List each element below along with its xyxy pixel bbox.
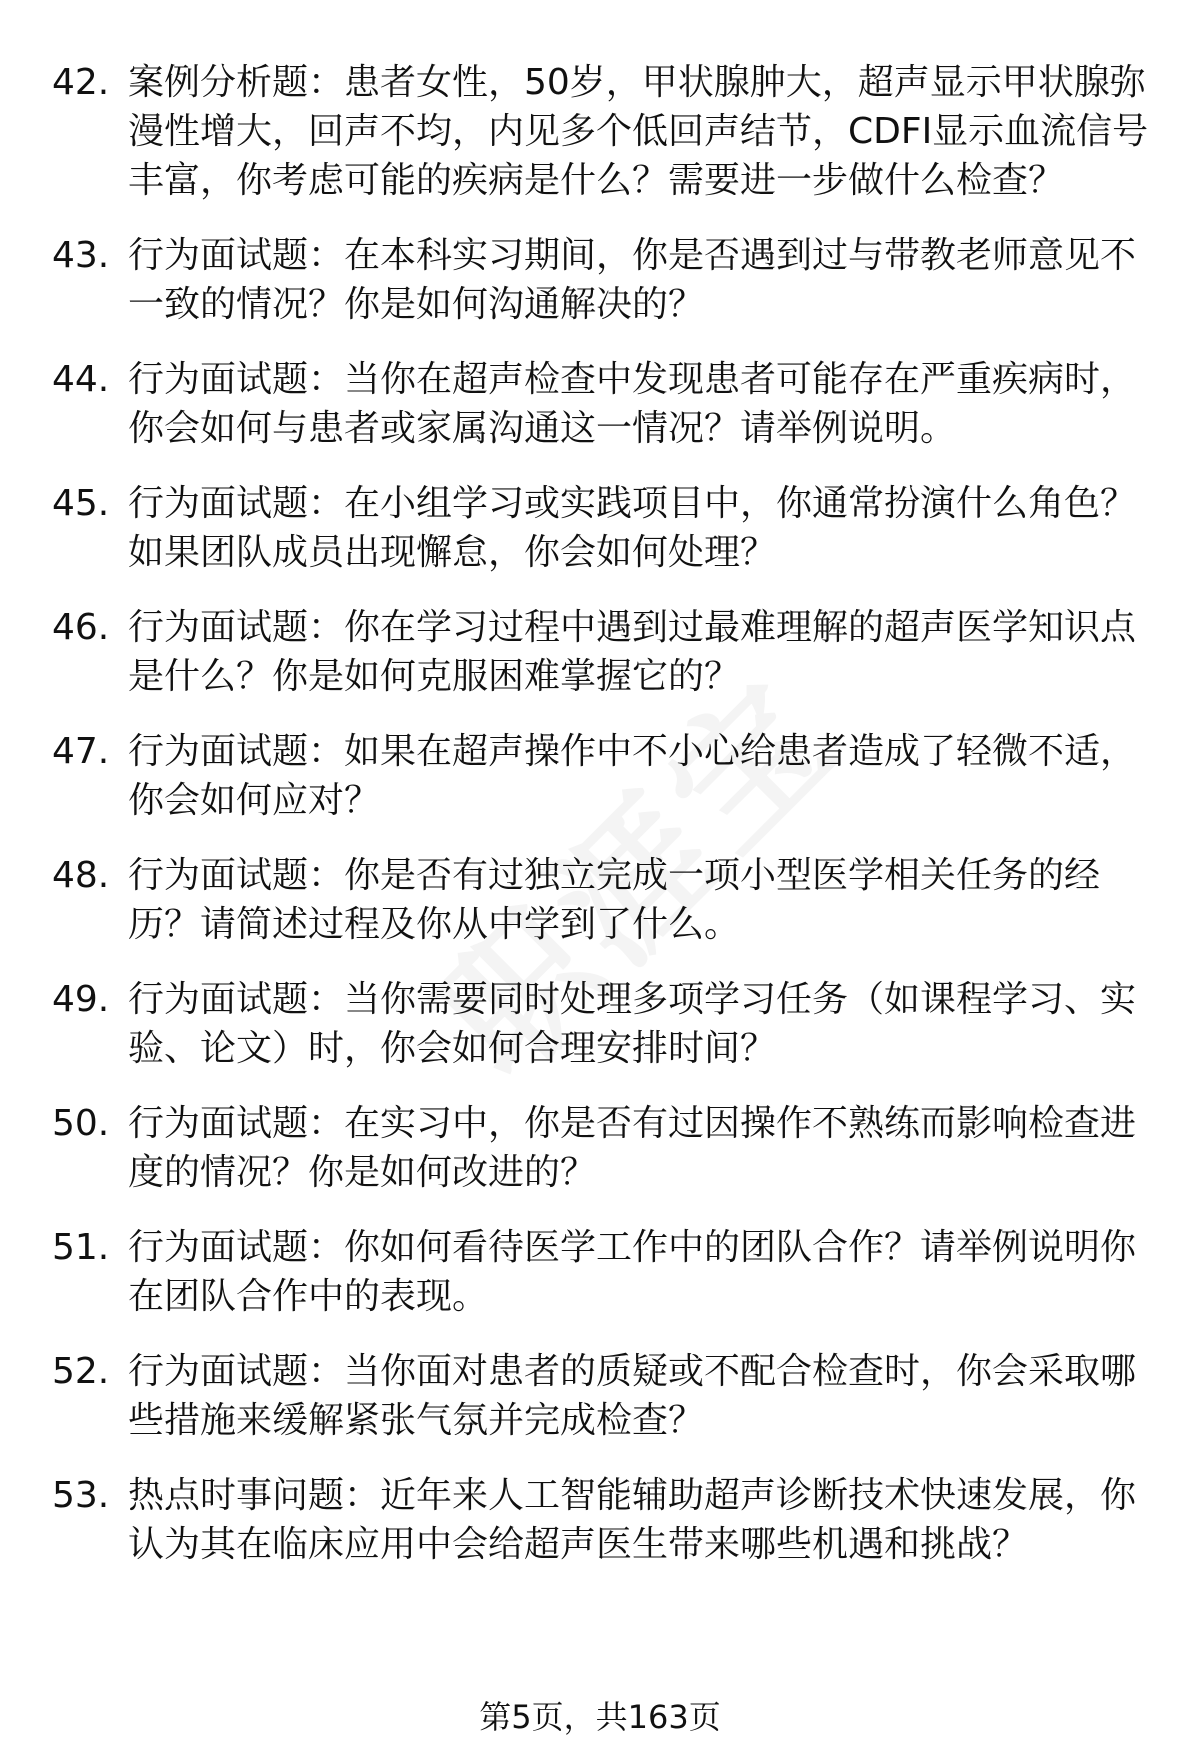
question-text: 热点时事问题：近年来人工智能辅助超声诊断技术快速发展，你认为其在临床应用中会给超声医生带来哪些机遇和挑战？ xyxy=(128,1475,1137,1565)
question-text: 行为面试题：当你需要同时处理多项学习任务（如课程学习、实验、论文）时，你会如何合理安排时间？ xyxy=(128,979,1137,1069)
question-number: 45. xyxy=(52,483,110,524)
question-text: 行为面试题：在实习中，你是否有过因操作不熟练而影响检查进度的情况？你是如何改进的？ xyxy=(128,1103,1137,1193)
question-item-47 xyxy=(0,727,1200,825)
question-number: 47. xyxy=(52,731,110,772)
question-number: 46. xyxy=(52,607,110,648)
question-number: 42. xyxy=(52,62,110,103)
question-list xyxy=(0,58,1200,1595)
question-item-50 xyxy=(0,1099,1200,1197)
question-number: 49. xyxy=(52,979,110,1020)
question-item-48 xyxy=(0,851,1200,949)
question-item-46 xyxy=(0,603,1200,701)
question-number: 44. xyxy=(52,359,110,400)
question-item-45 xyxy=(0,479,1200,577)
question-text: 行为面试题：在本科实习期间，你是否遇到过与带教老师意见不一致的情况？你是如何沟通解决的？ xyxy=(128,235,1137,325)
question-text: 行为面试题：你在学习过程中遇到过最难理解的超声医学知识点是什么？你是如何克服困难掌握它的？ xyxy=(128,607,1137,697)
question-number: 48. xyxy=(52,855,110,896)
question-text: 行为面试题：在小组学习或实践项目中，你通常扮演什么角色？如果团队成员出现懈怠，你会如何处理？ xyxy=(128,483,1137,573)
question-item-42 xyxy=(0,58,1200,205)
question-number: 52. xyxy=(52,1351,110,1392)
question-text: 行为面试题：当你面对患者的质疑或不配合检查时，你会采取哪些措施来缓解紧张气氛并完成检查？ xyxy=(128,1351,1137,1441)
question-item-53 xyxy=(0,1471,1200,1569)
question-item-44 xyxy=(0,355,1200,453)
page-number-footer: 第5页，共163页 xyxy=(479,1698,721,1736)
question-item-49 xyxy=(0,975,1200,1073)
question-item-43 xyxy=(0,231,1200,329)
question-item-51 xyxy=(0,1223,1200,1321)
question-text: 行为面试题：你如何看待医学工作中的团队合作？请举例说明你在团队合作中的表现。 xyxy=(128,1227,1137,1317)
question-item-52 xyxy=(0,1347,1200,1445)
question-text: 行为面试题：如果在超声操作中不小心给患者造成了轻微不适，你会如何应对？ xyxy=(128,731,1137,821)
question-number: 50. xyxy=(52,1103,110,1144)
question-text: 行为面试题：当你在超声检查中发现患者可能存在严重疾病时，你会如何与患者或家属沟通这一情况？请举例说明。 xyxy=(128,359,1137,449)
question-text: 行为面试题：你是否有过独立完成一项小型医学相关任务的经历？请简述过程及你从中学到了什么。 xyxy=(128,855,1101,945)
question-number: 53. xyxy=(52,1475,110,1516)
question-number: 43. xyxy=(52,235,110,276)
question-number: 51. xyxy=(52,1227,110,1268)
question-text: 案例分析题：患者女性，50岁，甲状腺肿大，超声显示甲状腺弥漫性增大，回声不均，内见多个低回声结节，CDFI显示血流信号丰富，你考虑可能的疾病是什么？需要进一步做什么检查？ xyxy=(128,62,1149,201)
